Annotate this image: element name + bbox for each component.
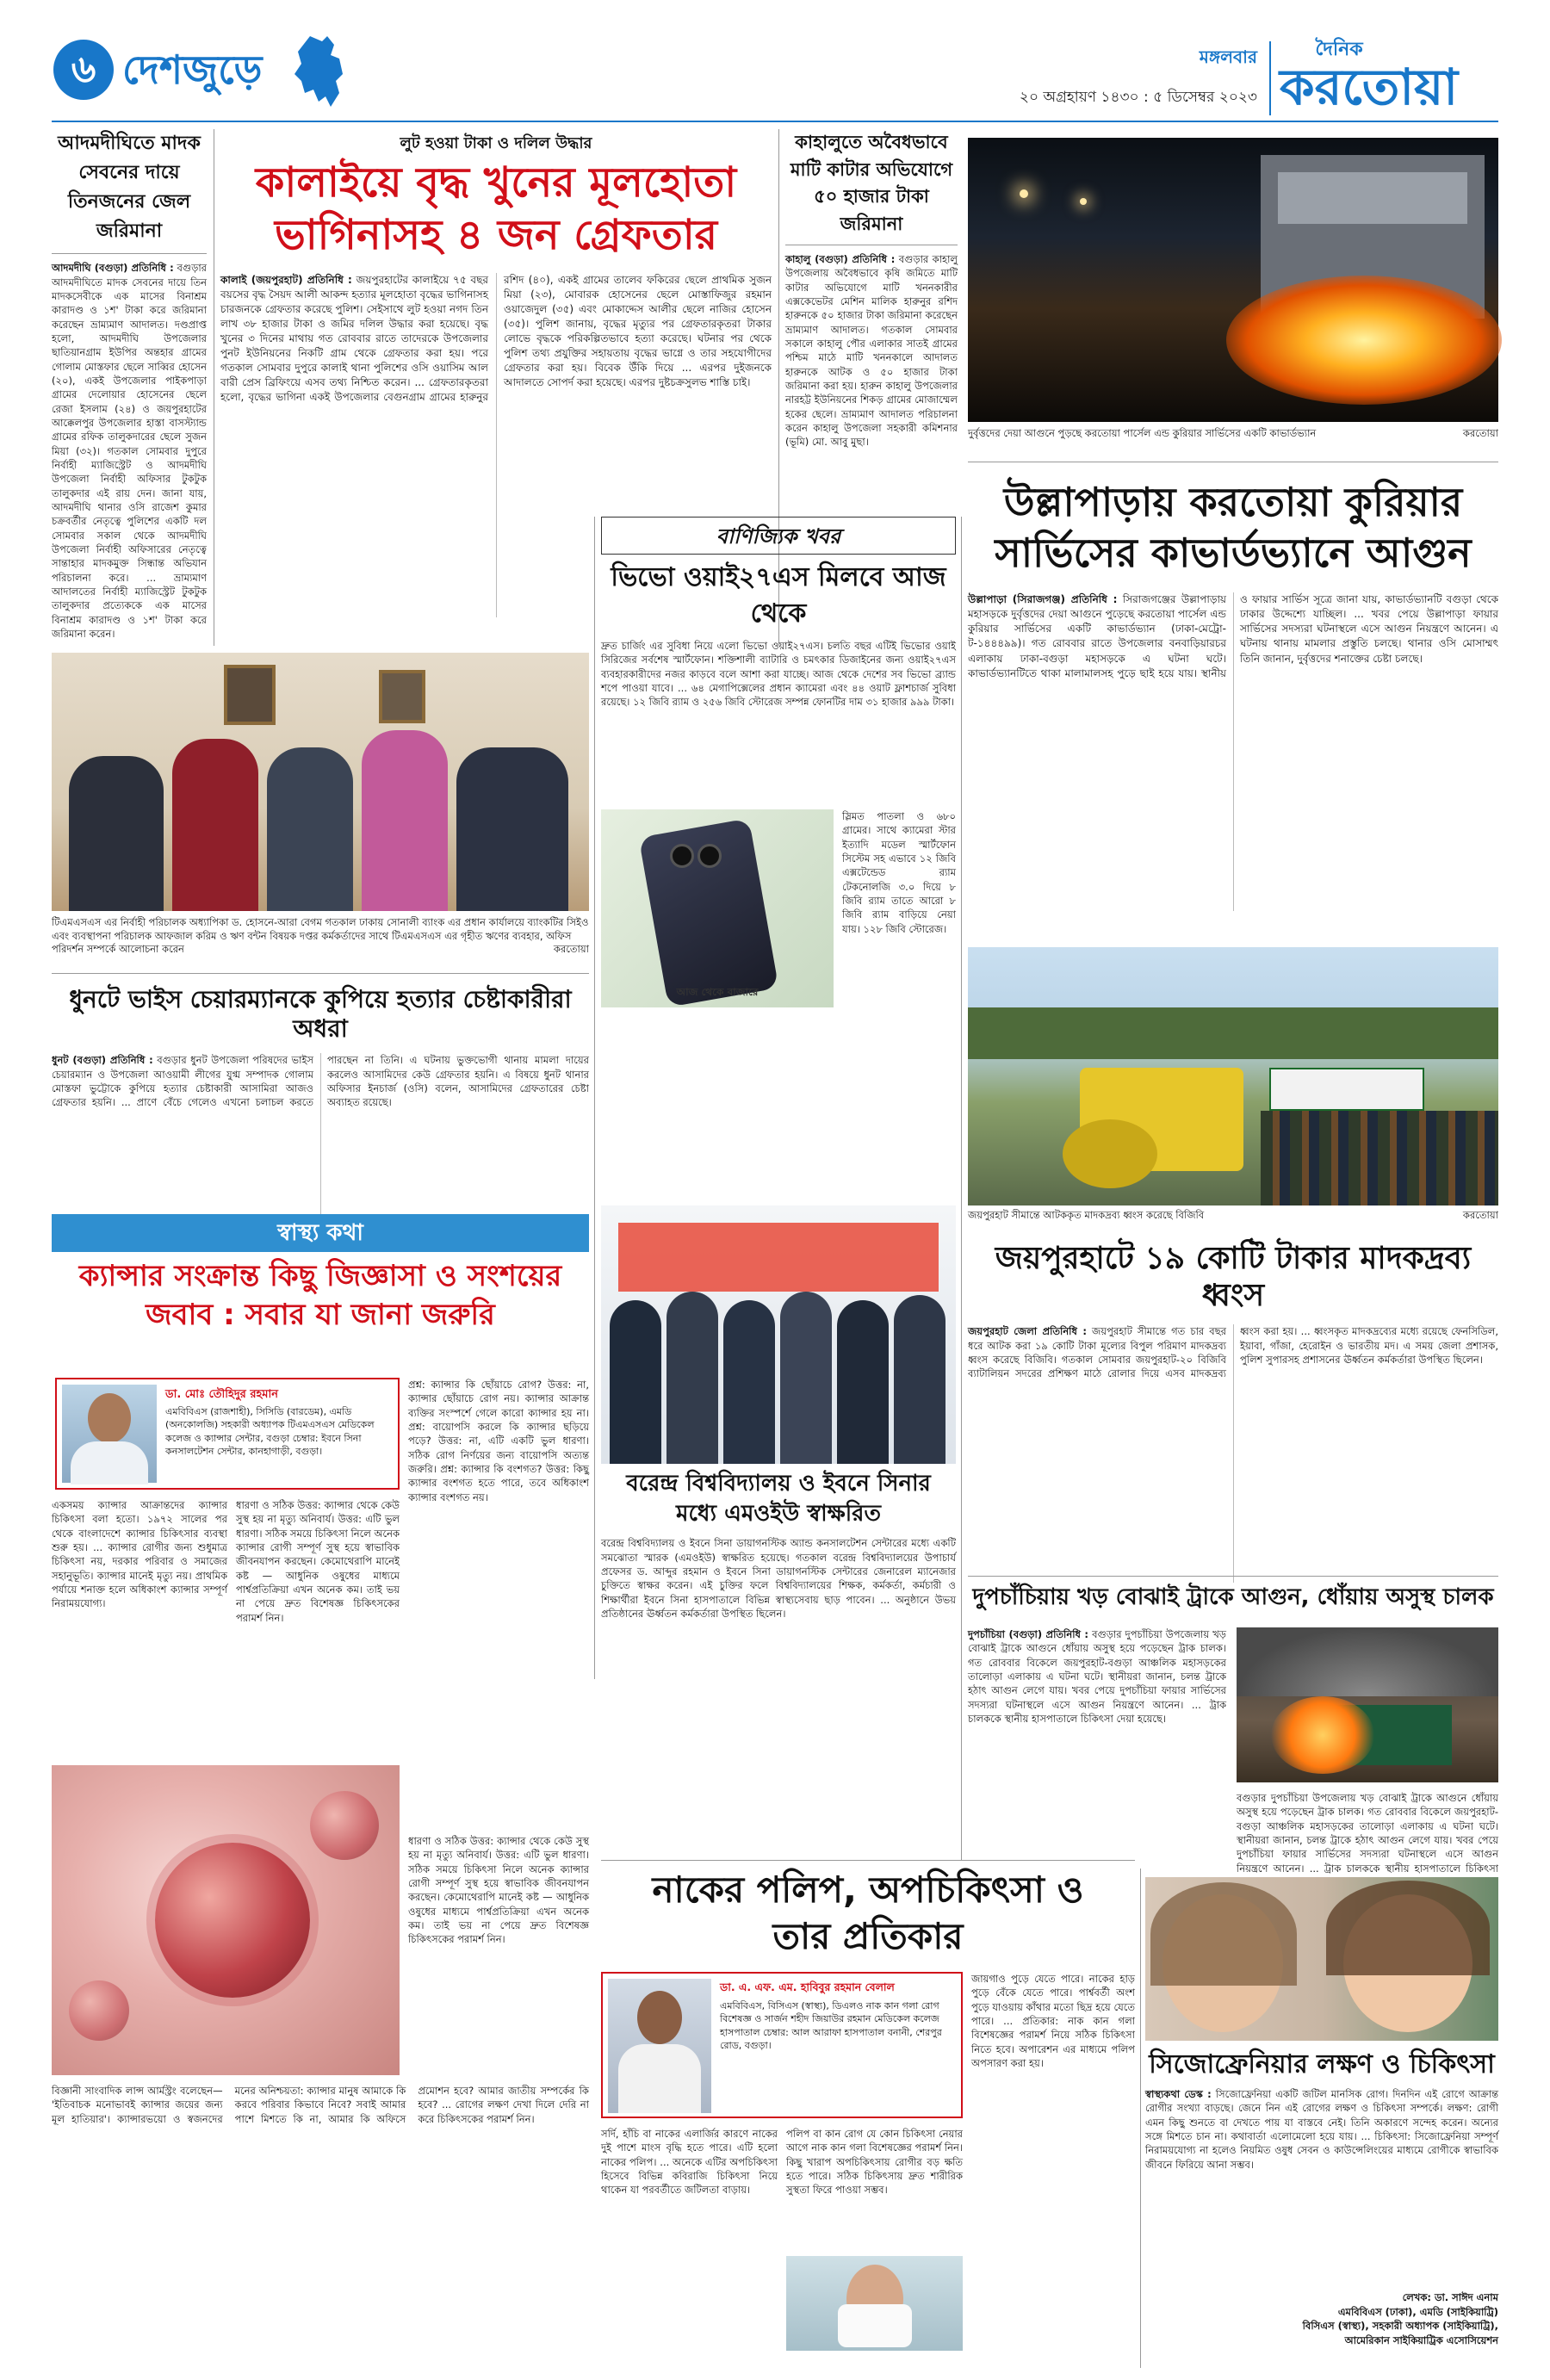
nose-body-mid — [786, 2127, 963, 2247]
body: পলিপ বা কান রোগ যে কোন চিকিৎসা নেয়ার আগে নাক কান গলা বিশেষজ্ঞের পরামর্শ নিন। কিছু খারাপ অপচিকিৎসায় রোগীর বড় ক্ষতি হতে পারে। সঠিক চিকিৎসায় দ্রুত শারীরিক সুস্থতা ফিরে পাওয়া সম্ভব। — [786, 2128, 963, 2197]
body: বগুড়ার আদমদীঘিতে মাদক সেবনের দায়ে তিন মাদকসেবীকে এক মাসের বিনাশ্রম কারাদণ্ড ও ১শ' টাকা করে জরিমানা করেছেন ভ্রাম্যমাণ আদালত। দণ্ডপ্রাপ্ত হলো, আদমদীঘি উপজেলার ছাতিয়ানগ্রাম ইউপির অন্তহার গ্রামের গোলাম মোস্তফার ছেলে সাব্বির হোসেন (২০), একই উপজেলার পাইকপাড়া গ্রামের দেলোয়ার হোসেনের ছেলে রেজা ইসলাম (২৪) ও জয়পুরহাটের আক্কেলপুর উপজেলার হাস্তা বাসস্ট্যান্ড গ্রামের রফিক তালুকদারের ছেলে সুজন মিয়া (৩২)। গতকাল সোমবার দুপুরে নির্বাহী ম্যাজিস্ট্রেট ও আদমদীঘি উপজেলা নির্বাহী অফিসার টুকটুক তালুকদার এই রায় দেন। জানা যায়, আদমদীঘি থানার ওসি রাজেশ কুমার চক্রবর্তীর নেতৃত্বে পুলিশের একটি দল সোমবার সকাল থেকে আদমদীঘি উপজেলা নির্বাহী অফিসারের নেতৃত্বে সান্তাহার মাদকমুক্ত সিন্ধান্ত অভিযান পরিচালনা করে। ... ভ্রাম্যমাণ আদালতের নির্বাহী ম্যাজিস্ট্রেট টুকটুক তালুকদার প্রত্যেককে এক মাসের বিনাশ্রম কারাদণ্ড ও ১শ' টাকা করে জরিমানা করেন। — [52, 262, 207, 640]
health-section-label: স্বাস্থ্য কথা — [52, 1214, 589, 1252]
person — [780, 1292, 832, 1464]
caption-text: দুর্বৃত্তদের দেয়া আগুনে পুড়ছে করতোয়া পার্সেল এন্ড কুরিয়ার সার্ভিসের একটি কাভার্ডভ্যান — [968, 427, 1317, 439]
body: প্রশ্ন: ক্যান্সার কি ছোঁয়াচে রোগ? উত্তর: না, ক্যান্সার ছোঁয়াচে রোগ নয়। ক্যান্সার আক্রান্ত ব্যক্তির সংস্পর্শে গেলে কারো ক্যান্সার হয় না। প্রশ্ন: বায়োপসি করলে কি ক্যান্সার ছড়িয়ে পড়ে? উত্তর: না, এটি একটি ভুল ধারণা। সঠিক রোগ নির্ণয়ের জন্য বায়োপসি অত্যন্ত জরুরি। প্রশ্ন: ক্যান্সার কি বংশগত? উত্তর: কিছু ক্যান্সার বংশগত হতে পারে, তবে অধিকাংশ ক্যান্সার বংশগত নয়। — [408, 1379, 589, 1503]
doctor-head — [637, 1991, 682, 2044]
person — [723, 1300, 775, 1464]
article-body — [601, 1536, 956, 1820]
article-body — [52, 261, 207, 641]
fire-photo-caption — [968, 427, 1498, 462]
fire-glow — [1271, 1696, 1374, 1774]
column-rule — [961, 517, 962, 1860]
story-vivo — [601, 560, 956, 1162]
mou-photo — [601, 1205, 956, 1464]
masthead-divider — [1269, 41, 1271, 115]
headline: আদমদীঘিতে মাদক সেবনের দায়ে তিনজনের জেল জরিমানা — [52, 129, 207, 254]
truck-panel — [1278, 172, 1467, 224]
author-line: লেখক: ডা. সাঈদ এনাম — [1402, 2291, 1498, 2303]
body: বিজ্ঞানী সাংবাদিক লান্স আর্মস্ট্রং বলেছেন— 'ইতিবাচক মনোভাবই ক্যান্সার জয়ের জন্য মূল হাতিয়ার'। ক্যান্সারভয়ো ও স্বজনদের মনের অনিশ্চয়তা: ক্যান্সার মানুষ আমাকে কি করবে পরিবার কিভাবে নিবে? সবাই আমার পাশে মিশতে কি না, আমার কি অফিসে প্রমোশন হবে? আমার জাতীয় সম্পর্কের কি হবে? ... রোগের লক্ষণ দেখা দিলে দেরি না করে চিকিৎসকের পরামর্শ নিন। — [52, 2085, 589, 2125]
headline-line-1: ক্যান্সার সংক্রান্ত কিছু জিজ্ঞাসা ও সংশয়ের — [78, 1259, 562, 1293]
virus-icon — [155, 1843, 310, 1998]
body: বগুড়ার কাহালু উপজেলায় অবৈধভাবে কৃষি জমিতে মাটি কাটার অভিযোগে মাটি খননকারীর এক্সকেভেটর মেশিন মালিক হারুনুর রশিদ হারুনকে ৫০ হাজার টাকা জরিমানা করেছেন ভ্রাম্যমাণ আদালত। গতকাল সোমবার সকালে কাহালু পৌর এলাকার সাতই গ্রামের পশ্চিম মাঠে মাটি খননকালে আদালত হারুনকে আটক ও ৫০ হাজার টাকা জরিমানা করা হয়। হারুন কাহালু উপজেলার নারহট্ট ইউনিয়নের শিকড় গ্রামের মোজাম্মেল হকের ছেলে। ভ্রাম্যমাণ আদালত পরিচালনা করেন কাহালু উপজেলা সহকারী কমিশনার (ভূমি) মো. আবু মুছা। — [785, 253, 958, 449]
person — [837, 1300, 889, 1464]
health-headline — [52, 1259, 589, 1362]
byline: কালাই (জয়পুরহাট) প্রতিনিধি : — [220, 273, 352, 286]
story-joypurhat — [968, 1240, 1498, 1567]
doctor-body — [71, 1441, 148, 1484]
fire-photo — [968, 138, 1498, 422]
wall-portrait — [379, 670, 425, 723]
author-line: বিসিএস (স্বাস্থ্য), সহকারী অধ্যাপক (সাইকিয়াট্রি), — [1302, 2320, 1498, 2333]
person — [456, 747, 568, 911]
person — [267, 747, 353, 911]
byline: কাহালু (বগুড়া) প্রতিনিধি : — [785, 253, 896, 265]
tissue — [838, 2304, 912, 2347]
doctor-photo — [608, 1979, 711, 2113]
story-rule — [968, 1576, 1498, 1577]
section-logo — [53, 33, 346, 110]
body: সিজোফ্রেনিয়া একটি জটিল মানসিক রোগ। দিনদিন এই রোগে আক্রান্ত রোগীর সংখ্যা বাড়ছে। জেনে নিন এই রোগের লক্ষণ ও চিকিৎসা সম্পর্কে। লক্ষণ: রোগী এমন কিছু শুনতে বা দেখতে পায় যা বাস্তবে নেই। তিনি অকারণে সন্দেহ করেন। অন্যের সঙ্গে মিশতে চান না। কথাবার্তা এলোমেলো হয়ে যায়। ... চিকিৎসা: সিজোফ্রেনিয়া সম্পূর্ণ নিরাময়যোগ্য না হলেও নিয়মিত ওষুধ সেবন ও কাউন্সেলিংয়ের মাধ্যমে রোগীকে স্বাভাবিক জীবনে ফিরিয়ে আনা সম্ভব। — [1145, 2088, 1498, 2171]
virus-icon — [310, 1791, 379, 1860]
meeting-photo-caption — [52, 916, 589, 968]
headline-line-2: তার প্রতিকার — [772, 1915, 964, 1958]
nose-body-left — [601, 2127, 778, 2351]
crowd — [1261, 1111, 1498, 1205]
story-rule — [52, 973, 589, 974]
doctor-card — [601, 1972, 963, 2118]
author-signature — [1145, 2290, 1498, 2348]
body: বগুড়ার দুপচাঁচিয়া উপজেলায় খড় বোঝাই ট্রাকে আগুনে ধোঁয়ায় অসুস্থ হয়ে পড়েছেন ট্রাক চালক। গত রোববার বিকেলে জয়পুরহাট-বগুড়া আঞ্চলিক মহাসড়কের তালোড়া এলাকায় এ ঘটনা ঘটে। স্থানীয়রা জানান, চলন্ত ট্রাকে হঠাৎ আগুন লেগে যায়। খবর পেয়ে দুপচাঁচিয়া ফায়ার সার্ভিসের সদস্যরা ঘটনাস্থলে এসে আগুন নিয়ন্ত্রণে আনেন। ... ট্রাক চালককে স্থানীয় হাসপাতালে চিকিৎসা দেয়া হয়েছে। — [968, 1628, 1227, 1725]
article-body — [968, 1324, 1498, 1583]
smoke — [1237, 1627, 1498, 1696]
body: দ্রুত চার্জিং এর সুবিধা নিয়ে এলো ভিভো ওয়াই২৭এস। চলতি বছর এটিই ভিভোর ওয়াই সিরিজের সর্বশেষ স্মার্টফোন। শক্তিশালী ব্যাটারি ও চমৎকার ডিজাইনের জন্য ওয়াই২৭এস ব্যবহারকারীদের নজর কাড়বে বলে আশা করা যাচ্ছে। আজ থেকে দেশের সব ভিভো ব্র্যান্ড শপে পাওয়া যাবে। ... ৬৪ মেগাপিক্সেলের প্রধান ক্যামেরা এবং ৪৪ ওয়াট ফ্লাশচার্জ সুবিধা রয়েছে। ১২ জিবি র‍্যাম ও ২৫৬ জিবি স্টোরেজ সম্পন্ন ফোনটির দাম ৩১ হাজার ৯৯৯ টাকা। — [601, 640, 956, 709]
headline-line-2: মধ্যে এমওইউ স্বাক্ষরিত — [676, 1501, 881, 1528]
byline: ধুনট (বগুড়া) প্রতিনিধি : — [52, 1054, 153, 1067]
headline-line-2: জবাব : সবার যা জানা জরুরি — [146, 1297, 495, 1332]
photo-credit: করতোয়া — [553, 943, 589, 956]
author-line: আমেরিকান সাইকিয়াট্রিক এসোসিয়েশন — [1344, 2334, 1498, 2347]
woman-hair — [1150, 1882, 1297, 1986]
photo-credit: করতোয়া — [1462, 1209, 1498, 1221]
story-adamdighi — [52, 129, 207, 646]
body: একসময় ক্যান্সার আক্রান্তদের ক্যান্সার চিকিৎসা বলা হতো। ১৯৭২ সালের পর থেকে বাংলাদেশে ক্যান্সার চিকিৎসার ব্যবস্থা শুরু হয়। ... ক্যান্সার রোগীর জন্য শুধুমাত্র চিকিৎসা নয়, দরকার পরিবার ও সমাজের সহানুভূতি। ক্যান্সার মানেই মৃত্যু নয়। প্রাথমিক পর্যায়ে শনাক্ত হলে অধিকাংশ ক্যান্সার সম্পূর্ণ নিরাময়যোগ্য। — [52, 1499, 227, 1610]
photo-caption: আজ থেকে বাজারে — [676, 986, 759, 998]
health-body-footer — [52, 2084, 589, 2359]
body: সিরাজগঞ্জের উল্লাপাড়ায় মহাসড়কে দুর্বৃত্তদের দেয়া আগুনে পুড়েছে করতোয়া পার্সেল এন্ড কুরিয়ার সার্ভিসের একটি কাভার্ডভ্যান (ঢাকা-মেট্রো-ট-১৪৪৪৯৯)। গত রোববার রাতে উপজেলার বনবাড়িয়ারচর এলাকায় ঢাকা-বগুড়া মহাসড়কে এ ঘটনা ঘটে। কাভার্ডভ্যানটিতে থাকা মালামালসহ পুড়ে ছাই হয়ে যায়। স্থানীয় ও ফায়ার সার্ভিস সূত্রে জানা যায়, কাভার্ডভ্যানটি বগুড়া থেকে ঢাকার উদ্দেশ্যে যাচ্ছিল। ... খবর পেয়ে উল্লাপাড়া ফায়ার সার্ভিসের সদস্যরা ঘটনাস্থলে এসে আগুন নিয়ন্ত্রণে আনেন। এ ঘটনায় থানায় মামলার প্রস্তুতি চলছে। থানার ওসি মোসাম্মৎ তিনি জানান, দুর্বৃত্তদের শনাক্তের চেষ্টা চলছে। — [968, 593, 1498, 679]
person — [362, 730, 448, 911]
body: বরেন্দ্র বিশ্ববিদ্যালয় ও ইবনে সিনা ডায়াগনস্টিক অ্যান্ড কনসালটেশন সেন্টারের মধ্যে একটি সমঝোতা স্মারক (এমওইউ) স্বাক্ষরিত হয়েছে। গতকাল বরেন্দ্র বিশ্ববিদ্যালয়ের উপাচার্য প্রফেসর ড. আব্দুর রহমান ও ইবনে সিনা ডায়াগনস্টিক সেন্টারের জেনারেল ম্যানেজার চুক্তিতে স্বাক্ষর করেন। এই চুক্তির ফলে বিশ্ববিদ্যালয়ের শিক্ষক, কর্মকর্তা, কর্মচারী ও শিক্ষার্থীরা ইবনে সিনা হাসপাতালে বিভিন্ন স্বাস্থ্যসেবায় ছাড় পাবেন। ... অনুষ্ঠানে উভয় প্রতিষ্ঠানের ঊর্ধ্বতন কর্মকর্তারা উপস্থিত ছিলেন। — [601, 1537, 956, 1621]
banner-backdrop — [618, 1223, 939, 1292]
article-body-side — [842, 809, 956, 1007]
doctor-card — [55, 1378, 400, 1490]
doctor-info: এমবিবিএস, বিসিএস (স্বাস্থ্য), ডিএলও নাক কান গলা রোগ বিশেষজ্ঞ ও সার্জন শহীদ জিয়াউর রহমান মেডিকেল কলেজ হাসপাতাল চেম্বার: আল আরাফা হাসপাতাল বনানী, শেরপুর রোড, বগুড়া। — [720, 2000, 942, 2052]
woman-hair — [1326, 1881, 1490, 1975]
tree-line — [968, 1007, 1498, 1059]
person — [610, 1300, 661, 1464]
headline: ধুনটে ভাইস চেয়ারম্যানকে কুপিয়ে হত্যার চেষ্টাকারীরা অধরা — [69, 985, 572, 1043]
doctor-photo — [62, 1385, 157, 1483]
article-body — [52, 1053, 589, 1225]
story-ullapara — [968, 462, 1498, 944]
person — [894, 1295, 946, 1464]
doctor-head — [88, 1393, 131, 1443]
section-number-circle: ৬ — [53, 40, 114, 100]
doctor-name: ডা. মোঃ তৌহিদুর রহমান — [165, 1388, 279, 1401]
doctor-body — [618, 2044, 701, 2113]
story-dupchanchia — [968, 1584, 1498, 1875]
nose-body-right — [971, 1972, 1135, 2351]
caption-text: জয়পুরহাট সীমান্তে আটককৃত মাদকদ্রব্য ধ্বংস করেছে বিজিবি — [968, 1209, 1205, 1221]
headline: ভিভো ওয়াই২৭এস মিলবে আজ থেকে — [611, 562, 946, 629]
masthead — [0, 0, 1550, 129]
headline-line-1: উল্লাপাড়ায় করতোয়া কুরিয়ার — [1003, 479, 1463, 525]
drug-destruction-photo — [968, 947, 1498, 1205]
commerce-banner — [601, 517, 956, 555]
masthead-rule — [52, 121, 1498, 122]
drug-photo-caption — [968, 1209, 1498, 1235]
issue-date: ২০ অগ্রহায়ণ ১৪৩০ : ৫ ডিসেম্বর ২০২৩ — [1019, 89, 1257, 106]
truck-fire-photo — [1237, 1627, 1498, 1782]
person — [172, 739, 258, 911]
story-dhunot — [52, 973, 589, 1231]
body: জয়পুরহাটের কালাইয়ে ৭৫ বছর বয়সের বৃদ্ধ সৈয়দ আলী আকন্দ হত্যার মূলহোতা বৃদ্ধের ভাগিনাসহ চারজনকে গ্রেফতার করেছে পুলিশ। সেইসাথে লুট হওয়া নগদ তিন লাখ ৩৮ হাজার টাকা ও জমির দলিল উদ্ধার করা হয়েছে। বৃদ্ধ খুনের ৩ দিনের মাথায় গত রোববার রাতে তাদেরকে উপজেলার পুনট ইউনিয়নের নিকটি গ্রাম থেকে গ্রেফতার করা হয়। পরে গতকাল সোমবার দুপুরে কালাই থানা পুলিশের ওসি ওয়াসিম আল বারী প্রেস ব্রিফিংয়ে এসব তথ্য নিশ্চিত করেন। ... গ্রেফতারকৃতরা হলো, বৃদ্ধের ভাগিনা একই উপজেলার বেগুনগ্রাম গ্রামের হারুনুর রশিদ (৪০), একই গ্রামের তালেব ফকিরের ছেলে প্রাথমিক সুজন মিয়া (২৩), মোবারক হোসেনের ছেলে মোস্তাফিজুর রহমান ওয়াজেদুল (৩৫) এবং মোকাদ্দেস আলীর ছেলে নাজির হোসেন (৩৫)। পুলিশ জানায়, বৃদ্ধের মৃত্যুর পর গ্রেফতারকৃতরা টাকার লোভে বৃদ্ধকে পরিকল্পিতভাবে হত্যা করেছে। ঘটনার পর থেকে পুলিশ তথ্য প্রযুক্তির সহায়তায় বৃদ্ধের ভাগ্নে ও তার সহযোগীদের গ্রেফতার করা হয়। বিবেক উঁকি দিয়ে ... এরপর দুইজনকে আদালতে সোপর্দ করা হয়েছে। এরপর দুষ্টচক্রসুলভ শাস্তি চাই। — [220, 273, 772, 404]
body: ধারণা ও সঠিক উত্তর: ক্যান্সার থেকে কেউ সুস্থ হয় না মৃত্যু অনিবার্য। উত্তর: এটি ভুল ধারণা। সঠিক সময়ে চিকিৎসা নিলে অনেক ক্যান্সার রোগী সম্পূর্ণ সুস্থ হয়ে স্বাভাবিক জীবনযাপন করছেন। কেমোথেরাপি মানেই কষ্ট — আধুনিক ওষুধের মাধ্যমে পার্শ্বপ্রতিক্রিয়া এখন অনেক কম। তাই ভয় না পেয়ে দ্রুত বিশেষজ্ঞ চিকিৎসকের পরামর্শ নিন। — [408, 1835, 589, 1946]
body: ধারণা ও সঠিক উত্তর: ক্যান্সার থেকে কেউ সুস্থ হয় না মৃত্যু অনিবার্য। উত্তর: এটি ভুল ধারণা। সঠিক সময়ে চিকিৎসা নিলে অনেক ক্যান্সার রোগী সম্পূর্ণ সুস্থ হয়ে স্বাভাবিক জীবনযাপন করছেন। কেমোথেরাপি মানেই কষ্ট — আধুনিক ওষুধের মাধ্যমে পার্শ্বপ্রতিক্রিয়া এখন অনেক কম। তাই ভয় না পেয়ে দ্রুত বিশেষজ্ঞ চিকিৎসকের পরামর্শ নিন। — [236, 1499, 400, 1624]
street-light — [1020, 189, 1028, 198]
street-light — [1080, 198, 1087, 205]
sneeze-photo — [786, 2256, 963, 2351]
author-line: এমবিবিএস (ঢাকা), এমডি (সাইকিয়াট্রি) — [1337, 2305, 1498, 2318]
kicker: লুট হওয়া টাকা ও দলিল উদ্ধার — [400, 134, 592, 152]
byline: দুপচাঁচিয়া (বগুড়া) প্রতিনিধি : — [968, 1628, 1088, 1640]
article-body — [601, 639, 956, 811]
headline: জয়পুরহাটে ১৯ কোটি টাকার মাদকদ্রব্য ধ্বংস — [995, 1241, 1472, 1314]
byline: জয়পুরহাট জেলা প্রতিনিধি : — [968, 1325, 1087, 1338]
roller-drum — [1063, 1119, 1157, 1188]
story-schizophrenia — [1145, 2049, 1498, 2368]
body: স্লিমত পাতলা ও ৬৮০ গ্রামের। সাথে ক্যামেরা স্টার ইত্যাদি মডেল স্মার্টফোন সিস্টেম সহ এভাবে ১২ জিবি এক্সটেন্ডেড র‍্যাম টেকনোলজি ৩.০ দিয়ে ৮ জিবি র‍্যাম তাতে আরো ৮ জিবি র‍্যাম বাড়িয়ে নেয়া যায়। ১২৮ জিবি স্টোরেজ। — [842, 810, 956, 935]
doctor-info: এমবিবিএস (রাজশাহী), সিসিডি (বারডেম), এমডি (অনকোলজি) সহকারী অধ্যাপক টিএমএসএস মেডিকেল কলেজ ও ক্যান্সার সেন্টার, বগুড়া চেম্বার: ইবনে সিনা কনসালটেশন সেন্টার, কানহাগাড়ী, বগুড়া। — [165, 1406, 375, 1458]
fire-glow — [1226, 276, 1502, 405]
story-varendra — [601, 1471, 956, 1832]
banner — [1269, 1068, 1424, 1111]
column-rule — [1140, 1869, 1141, 2368]
body: জয়পুরহাট সীমান্তে গত চার বছর ধরে আটক করা ১৯ কোটি টাকা মূল্যের বিপুল পরিমাণ মাদকদ্রব্য ধ্বংস করেছে বিজিবি। গতকাল সোমবার জয়পুরহাট-২০ বিজিবি ব্যাটালিয়ন সদরের প্রশিক্ষণ মাঠে রোলার দিয়ে এসব মাদকদ্রব্য ধ্বংস করা হয়। ... ধ্বংসকৃত মাদকদ্রব্যের মধ্যে রয়েছে ফেনসিডিল, ইয়াবা, গাঁজা, হেরোইন ও ভারতীয় মদ। এ সময় জেলা প্রশাসক, পুলিশ সুপারসহ প্রশাসনের ঊর্ধ্বতন কর্মকর্তারা উপস্থিত ছিলেন। — [968, 1325, 1498, 1380]
camera-icon — [670, 844, 694, 868]
story-nose — [601, 1869, 1135, 2359]
meeting-photo — [52, 653, 589, 911]
caption-text: টিএমএসএস এর নির্বাহী পরিচালক অধ্যাপিকা ড. হোসনে-আরা বেগম গতকাল ঢাকায় সোনালী ব্যাংক এর প্রধান কার্যালয়ে ব্যাংকটির সিইও এবং ব্যবস্থাপনা পরিচালক আফজাল করিম ও ঋণ বন্টন বিষয়ক দপ্তর কর্মকর্তাদের সাথে টিএমএসএস এর গৃহীত ঋণের ব্যবহার, অফিস পরিদর্শন সম্পর্কে আলোচনা করেন — [52, 916, 589, 956]
virus-illustration — [52, 1765, 400, 2075]
person — [69, 756, 164, 911]
headline-line-1: বরেন্দ্র বিশ্ববিদ্যালয় ও ইবনে সিনার — [626, 1471, 931, 1497]
doctor-name: ডা. এ. এফ. এম. হাবিবুর রহমান বেলাল — [720, 1980, 895, 1993]
schizophrenia-photo — [1145, 1877, 1498, 2041]
section-name: দেশজুড়ে — [122, 46, 263, 93]
bangladesh-map-icon — [293, 33, 346, 110]
health-body-right — [408, 1378, 589, 1825]
headline-line-1: কালাইয়ে বৃদ্ধ খুনের মূলহোতা — [255, 158, 737, 207]
paper-logo: করতোয়া — [1280, 58, 1459, 116]
camera-icon — [698, 844, 722, 868]
commerce-label: বাণিজ্যিক খবর — [716, 524, 841, 549]
person — [666, 1292, 718, 1464]
wall-portrait — [224, 665, 276, 725]
headline: কাহালুতে অবৈধভাবে মাটি কাটার অভিযোগে ৫০ হাজার টাকা জরিমানা — [785, 129, 958, 245]
byline: উল্লাপাড়া (সিরাজগঞ্জ) প্রতিনিধি : — [968, 593, 1118, 606]
headline: দুপচাঁচিয়ায় খড় বোঝাই ট্রাকে আগুন, ধোঁয়ায় অসুস্থ চালক — [972, 1584, 1494, 1610]
article-body-cont — [1237, 1791, 1498, 1875]
health-body-left — [52, 1498, 227, 1757]
photo-credit: করতোয়া — [1462, 427, 1498, 439]
health-body-mid — [236, 1498, 400, 1757]
headline-line-1: নাকের পলিপ, অপচিকিৎসা ও — [652, 1869, 1084, 1911]
column-rule — [594, 517, 595, 1679]
headline-line-2: সার্ভিসের কাভার্ডভ্যানে আগুন — [995, 530, 1472, 577]
issue-day: মঙ্গলবার — [1199, 46, 1257, 67]
byline: স্বাস্থ্যকথা ডেস্ক : — [1145, 2088, 1212, 2100]
article-body — [968, 1627, 1226, 1860]
body: বগুড়ার ধুনট উপজেলা পরিষদের ভাইস চেয়ারম্যান ও উপজেলা আওয়ামী লীগের যুগ্ম সম্পাদক গোলাম মোস্তফা ভুট্টোকে কুপিয়ে হত্যার চেষ্টাকারী আসামিরা আজও গ্রেফতার হয়নি। ... প্রাণে বেঁচে গেলেও এখনো চলাচল করতে পারছেন না তিনি। এ ঘটনায় ভুক্তভোগী থানায় মামলা দায়ের করলেও আসামিদের কেউ গ্রেফতার হয়নি। এ বিষয়ে ধুনট থানার অফিসার ইনচার্জ (ওসি) বলেন, আসামিদের গ্রেফতারের চেষ্টা অব্যাহত রয়েছে। — [52, 1054, 589, 1109]
article-body — [968, 592, 1498, 911]
paper-small-name: দৈনিক — [1315, 39, 1363, 60]
phone-photo — [601, 809, 834, 1007]
virus-icon — [69, 1980, 129, 2041]
health-body-bottom — [408, 1834, 589, 2075]
byline: আদমদীঘি (বগুড়া) প্রতিনিধি : — [52, 262, 174, 275]
article-body — [1145, 2087, 1498, 2285]
body: বগুড়ার দুপচাঁচিয়া উপজেলায় খড় বোঝাই ট্রাকে আগুনে ধোঁয়ায় অসুস্থ হয়ে পড়েছেন ট্রাক চালক। গত রোববার বিকেলে জয়পুরহাট-বগুড়া আঞ্চলিক মহাসড়কের তালোড়া এলাকায় এ ঘটনা ঘটে। স্থানীয়রা জানান, চলন্ত ট্রাকে হঠাৎ আগুন লেগে যায়। খবর পেয়ে দুপচাঁচিয়া ফায়ার সার্ভিসের সদস্যরা ঘটনাস্থলে এসে আগুন নিয়ন্ত্রণে আনেন। ... ট্রাক চালককে স্থানীয় হাসপাতালে চিকিৎসা — [1237, 1792, 1498, 1875]
headline-line-2: ভাগিনাসহ ৪ জন গ্রেফতার — [274, 211, 718, 260]
body: সর্দি, হাঁচি বা নাকের এলার্জির কারণে নাকের দুই পাশে মাংস বৃদ্ধি হতে পারে। এটি হলো নাকের পলিপ। ... অনেকে এটির অপচিকিৎসা হিসেবে বিভিন্ন কবিরাজি চিকিৎসা নিয়ে থাকেন যা পরবর্তীতে জটিলতা বাড়ায়। — [601, 2128, 778, 2197]
article-body — [785, 252, 958, 449]
headline: সিজোফ্রেনিয়ার লক্ষণ ও চিকিৎসা — [1149, 2049, 1495, 2079]
body: জায়গাও পুড়ে যেতে পারে। নাকের হাড় পুড়ে বেঁকে যেতে পারে। পার্শ্ববর্তী অংশ পুড়ে যাওয়ায় কাঁথার মতো ছিদ্র হয়ে যেতে পারে। ... প্রতিকার: নাক কান গলা বিশেষজ্ঞের পরামর্শ নিয়ে সঠিক চিকিৎসা নিতে হবে। অপারেশন এর মাধ্যমে পলিপ অপসারণ করা হয়। — [971, 1973, 1135, 2069]
